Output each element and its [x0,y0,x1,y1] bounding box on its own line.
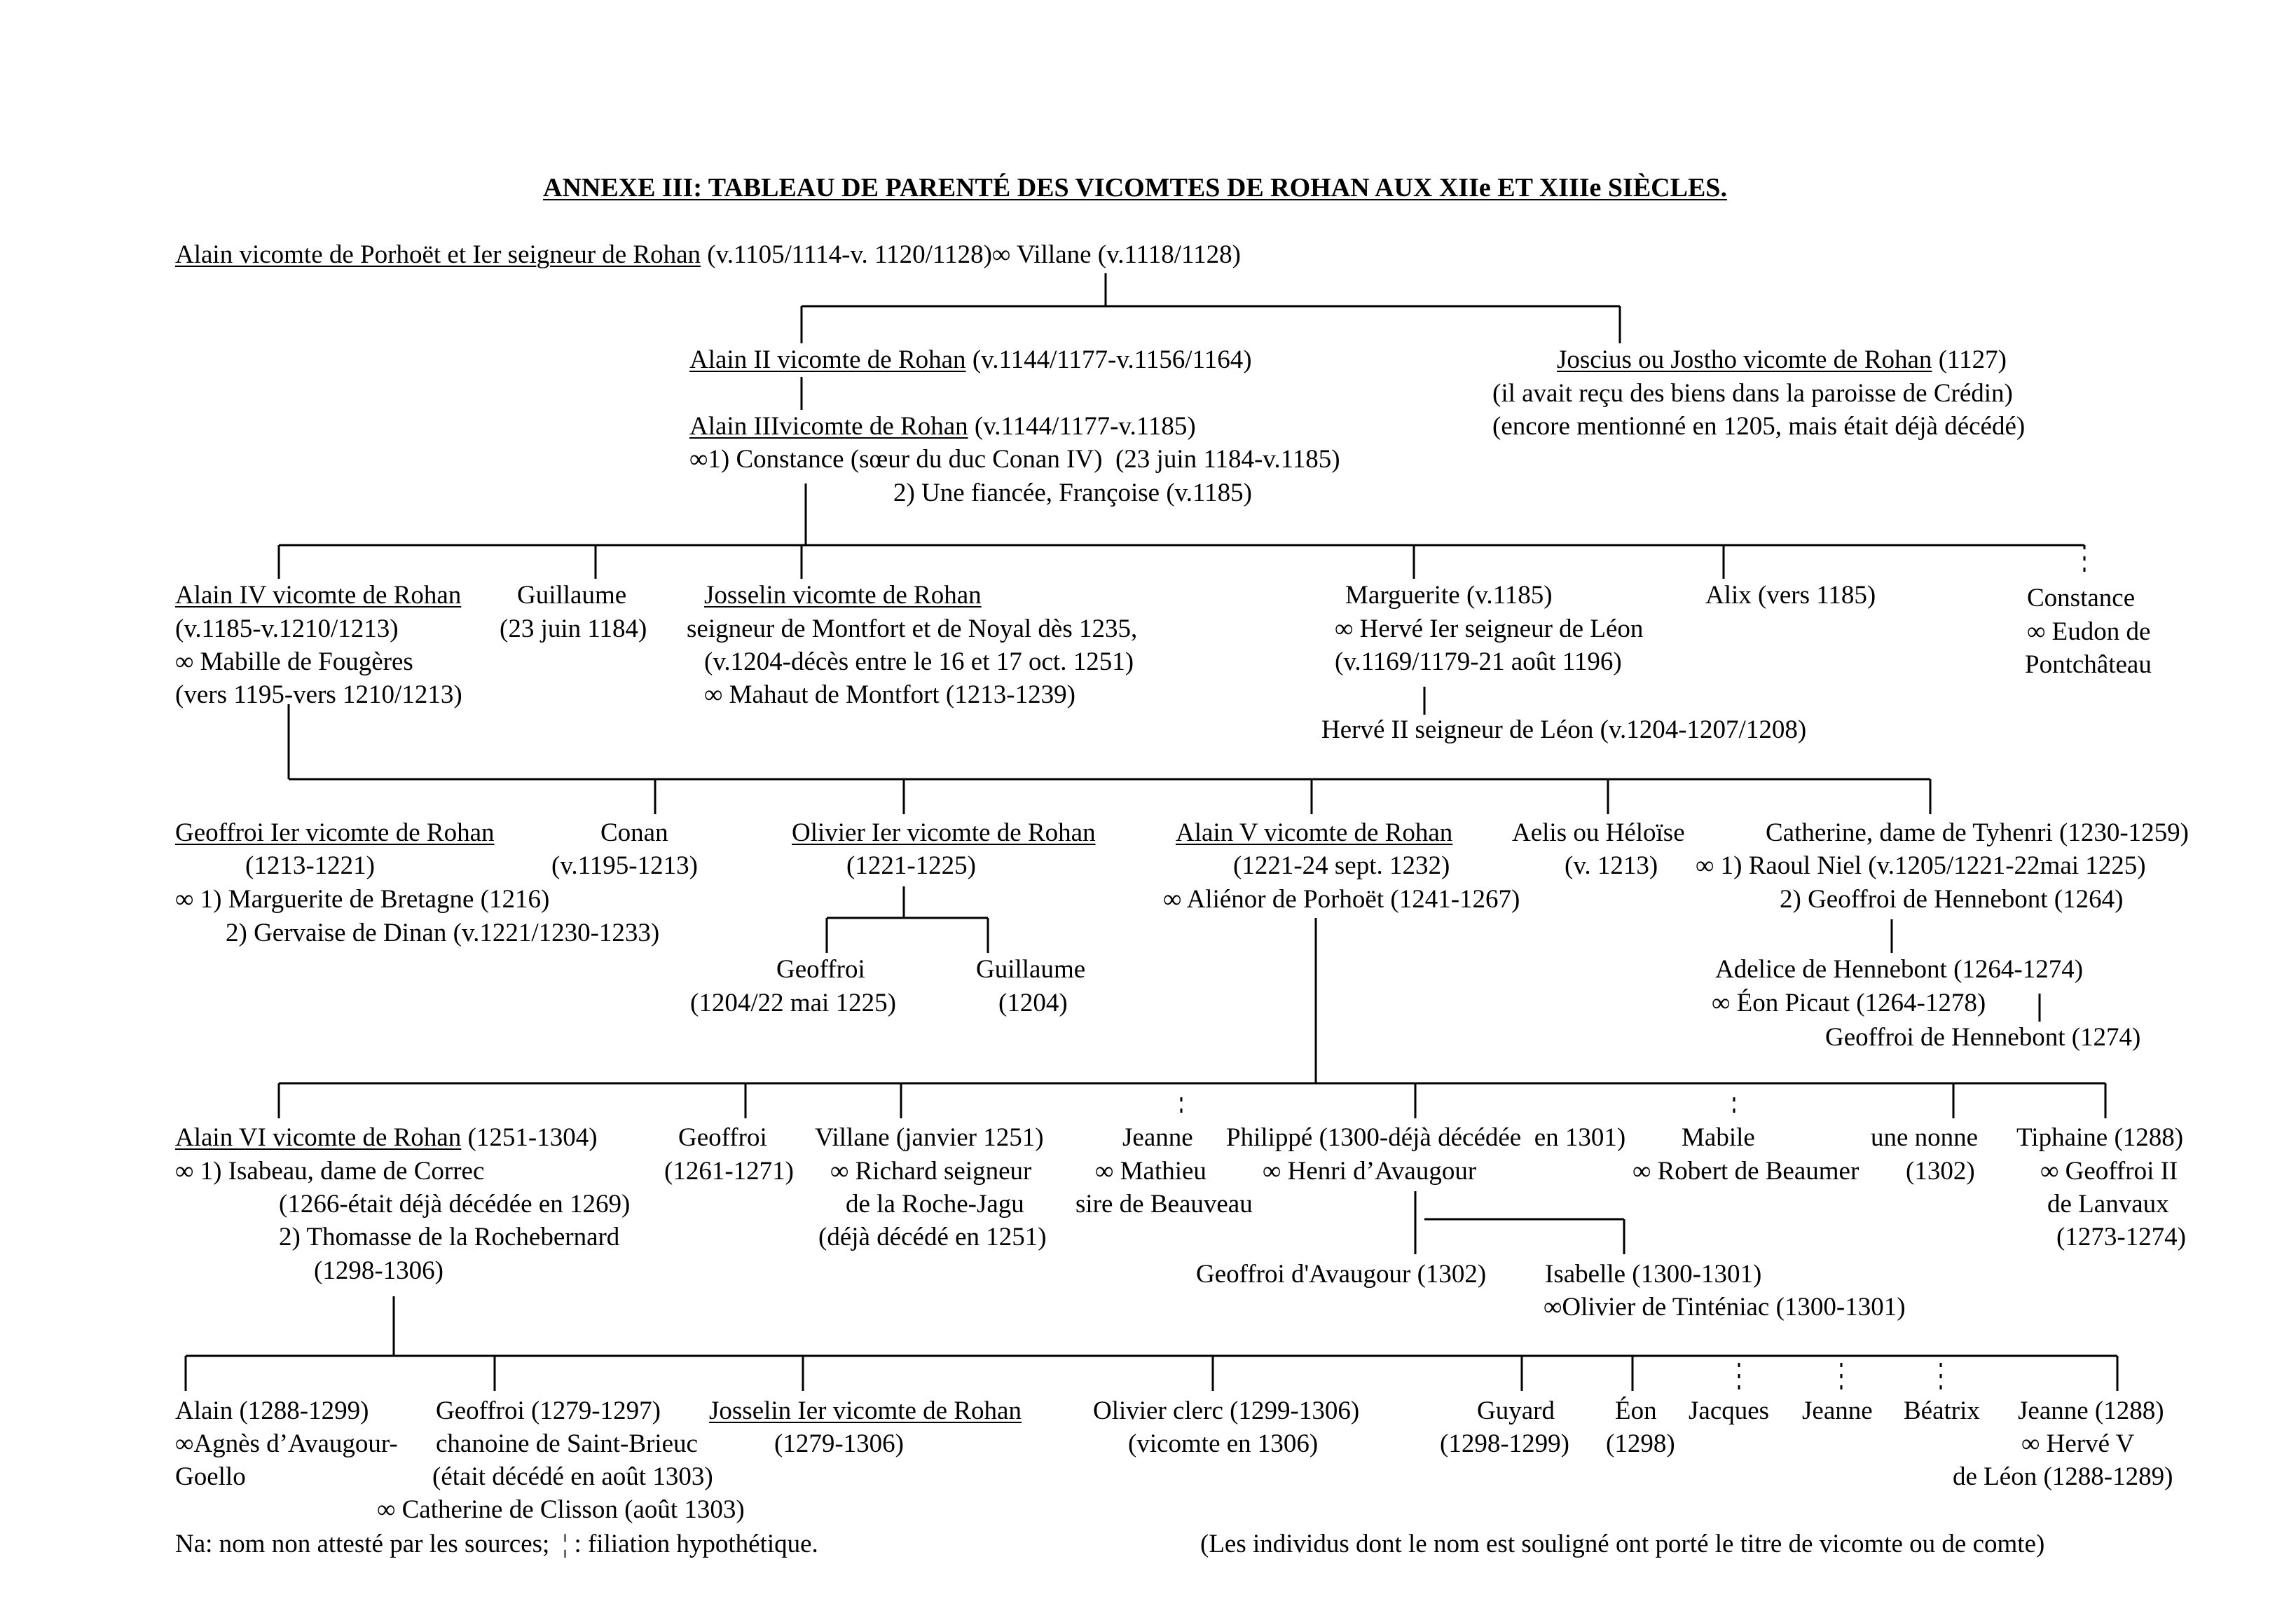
catherine-marriage1: ∞ 1) Raoul Niel (v.1205/1221-22mai 1225) [1696,851,2146,880]
alain-name: Alain vicomte de Porhoët et Ier seigneur de Rohan [175,240,701,269]
alain5-name: Alain V vicomte de Rohan [1176,818,1453,847]
villane-name: Villane (janvier 1251) [815,1123,1044,1152]
philippe-name: Philippé (1300-déjà décédée en 1301) [1226,1123,1626,1152]
alain5-dates: (1221-24 sept. 1232) [1233,851,1450,880]
isabelle-name: Isabelle (1300-1301) [1545,1260,1762,1289]
alain6-marriage1: ∞ 1) Isabeau, dame de Correc [175,1157,485,1186]
page-title: ANNEXE III: TABLEAU DE PARENTÉ DES VICOMTES DE ROHAN AUX XIIe ET XIIIe SIÈCLES. [543,173,1727,203]
josselin-dates: (v.1204-décès entre le 16 et 17 oct. 1251) [704,647,1134,676]
geoffroi5-name: Geoffroi [678,1123,767,1152]
marguerite-name: Marguerite (v.1185) [1345,581,1553,610]
villane-spouse: de la Roche-Jagu [846,1190,1024,1219]
alain6-marriage2: 2) Thomasse de la Rochebernard [279,1223,620,1251]
olivier6-note: (vicomte en 1306) [1128,1429,1319,1458]
josselin-title: seigneur de Montfort et de Noyal dès 1235, [687,615,1138,643]
alain2-dates: (v.1144/1177-v.1156/1164) [965,345,1252,374]
geoffroi6-name: Geoffroi (1279-1297) [436,1396,661,1425]
jeanne6b-name: Jeanne (1288) [2018,1396,2164,1425]
tiphaine-marriage: ∞ Geoffroi II [2040,1157,2178,1186]
alain-dates: (v.1105/1114-v. 1120/1128)∞ Villane (v.1118/1128) [701,240,1241,269]
jacques-name: Jacques [1689,1396,1770,1425]
alain6-name: Alain VI vicomte de Rohan [175,1123,462,1152]
olivier1-name: Olivier Ier vicomte de Rohan [792,818,1096,847]
olivier6-name: Olivier clerc (1299-1306) [1093,1396,1360,1425]
aelis-dates: (v. 1213) [1565,851,1658,880]
joscius-note-2: (encore mentionné en 1205, mais était déjà décédé) [1492,412,2026,441]
geoffroi-avaugour: Geoffroi d'Avaugour (1302) [1196,1260,1487,1289]
alain4-name: Alain IV vicomte de Rohan [175,581,462,610]
alain6-dates: (1251-1304) [461,1123,598,1152]
guyard-dates: (1298-1299) [1440,1429,1569,1458]
geoffroi1-name: Geoffroi Ier vicomte de Rohan [175,818,495,847]
villane-marriage: ∞ Richard seigneur [830,1157,1032,1186]
gen5-alain6 [175,1121,598,1154]
constance-name: Constance [2027,584,2136,612]
alain5-marriage: ∞ Aliénor de Porhoët (1241-1267) [1163,885,1520,914]
nonne-date: (1302) [1906,1157,1975,1186]
alain4-marriage: ∞ Mabille de Fougères [175,647,413,676]
adelice-marriage: ∞ Éon Picaut (1264-1278) [1712,989,1986,1017]
philippe-marriage: ∞ Henri d’Avaugour [1263,1157,1477,1186]
alix: Alix (vers 1185) [1705,581,1876,610]
guyard-name: Guyard [1477,1396,1555,1425]
geoffroi6-title: chanoine de Saint-Brieuc [436,1429,698,1458]
gen1-alain [175,238,1241,271]
beatrix-name: Béatrix [1904,1396,1980,1425]
alain4-spouse-dates: (vers 1195-vers 1210/1213) [175,680,462,709]
alain3-dates: (v.1144/1177-v.1185) [968,412,1196,441]
alain6c-marriage: ∞Agnès d’Avaugour- [175,1429,398,1458]
alain6c-name: Alain (1288-1299) [175,1396,369,1425]
josselin6-dates: (1279-1306) [774,1429,904,1458]
mabile-marriage: ∞ Robert de Beaumer [1632,1157,1860,1186]
tiphaine-spouse: de Lanvaux [2047,1190,2169,1219]
alain3-name: Alain IIIvicomte de Rohan [689,412,968,441]
footnote: (Les individus dont le nom est souligné ont porté le titre de vicomte ou de comte) [1200,1530,2045,1558]
isabelle-marriage: ∞Olivier de Tinténiac (1300-1301) [1544,1293,1906,1322]
geoffroi-hennebont: Geoffroi de Hennebont (1274) [1825,1023,2141,1052]
guillaume-c-name: Guillaume [976,955,1086,984]
guillaume-c-dates: (1204) [998,989,1068,1017]
alain4-dates: (v.1185-v.1210/1213) [175,615,399,643]
jeanne5-name: Jeanne [1122,1123,1193,1152]
marguerite-spouse-dates: (v.1169/1179-21 août 1196) [1335,647,1622,676]
gen2-alain3 [689,410,1196,443]
jeanne6-name: Jeanne [1802,1396,1873,1425]
geoffroi5-dates: (1261-1271) [664,1157,794,1186]
gen2-joscius [1557,343,2007,376]
adelice-name: Adelice de Hennebont (1264-1274) [1715,955,2084,984]
aelis-name: Aelis ou Héloïse [1512,818,1685,847]
guillaume-dates: (23 juin 1184) [500,615,647,643]
conan-dates: (v.1195-1213) [551,851,698,880]
nonne-name: une nonne [1871,1123,1979,1152]
olivier1-dates: (1221-1225) [846,851,976,880]
eon-date: (1298) [1606,1429,1675,1458]
geoffroi1-marriage1: ∞ 1) Marguerite de Bretagne (1216) [175,885,550,914]
catherine-marriage2: 2) Geoffroi de Hennebont (1264) [1780,885,2124,914]
marguerite-marriage: ∞ Hervé Ier seigneur de Léon [1335,615,1644,643]
alain6-spouse2-dates: (1298-1306) [314,1256,444,1285]
catherine-name: Catherine, dame de Tyhenri (1230-1259) [1766,818,2189,847]
tiphaine-name: Tiphaine (1288) [2016,1123,2184,1152]
josselin-name: Josselin vicomte de Rohan [704,581,982,610]
joscius-note-1: (il avait reçu des biens dans la paroisse de Crédin) [1492,379,2013,408]
geoffroi6-note: (était décédé en août 1303) [432,1462,713,1491]
constance-marriage: ∞ Eudon de [2027,617,2151,646]
mabile-name: Mabile [1682,1123,1755,1152]
josselin6-name: Josselin Ier vicomte de Rohan [709,1396,1022,1425]
geoffroi6-marriage: ∞ Catherine de Clisson (août 1303) [377,1495,745,1524]
alain6c-spouse: Goello [175,1462,246,1491]
joscius-date: (1127) [1932,345,2007,374]
jeanne6b-marriage: ∞ Hervé V [2021,1429,2135,1458]
alain3-marriage2: 2) Une fiancée, Françoise (v.1185) [893,479,1252,507]
conan-name: Conan [600,818,668,847]
joscius-name: Joscius ou Jostho vicomte de Rohan [1557,345,1932,374]
legend: Na: nom non attesté par les sources; ¦ : filiation hypothétique. [175,1530,818,1558]
jeanne5-spouse: sire de Beauveau [1075,1190,1253,1219]
geoffroi1-marriage2: 2) Gervaise de Dinan (v.1221/1230-1233) [226,919,660,947]
jeanne6b-spouse: de Léon (1288-1289) [1953,1462,2173,1491]
alain6-spouse1-dates: (1266-était déjà décédée en 1269) [279,1190,631,1219]
eon-name: Éon [1615,1396,1657,1425]
constance-spouse: Pontchâteau [2025,650,2152,679]
geoffroi-c-name: Geoffroi [776,955,865,984]
guillaume-name: Guillaume [517,581,627,610]
tiphaine-spouse-dates: (1273-1274) [2056,1223,2186,1251]
jeanne5-marriage: ∞ Mathieu [1095,1157,1207,1186]
josselin-marriage: ∞ Mahaut de Montfort (1213-1239) [704,680,1075,709]
gen2-alain2 [689,343,1252,376]
villane-spouse-note: (déjà décédé en 1251) [818,1223,1047,1251]
alain2-name: Alain II vicomte de Rohan [689,345,966,374]
herve2: Hervé II seigneur de Léon (v.1204-1207/1208) [1321,715,1807,744]
geoffroi-c-dates: (1204/22 mai 1225) [690,989,896,1017]
geoffroi1-dates: (1213-1221) [245,851,375,880]
alain3-marriage1: ∞1) Constance (sœur du duc Conan IV) (23 juin 1184-v.1185) [689,445,1340,474]
